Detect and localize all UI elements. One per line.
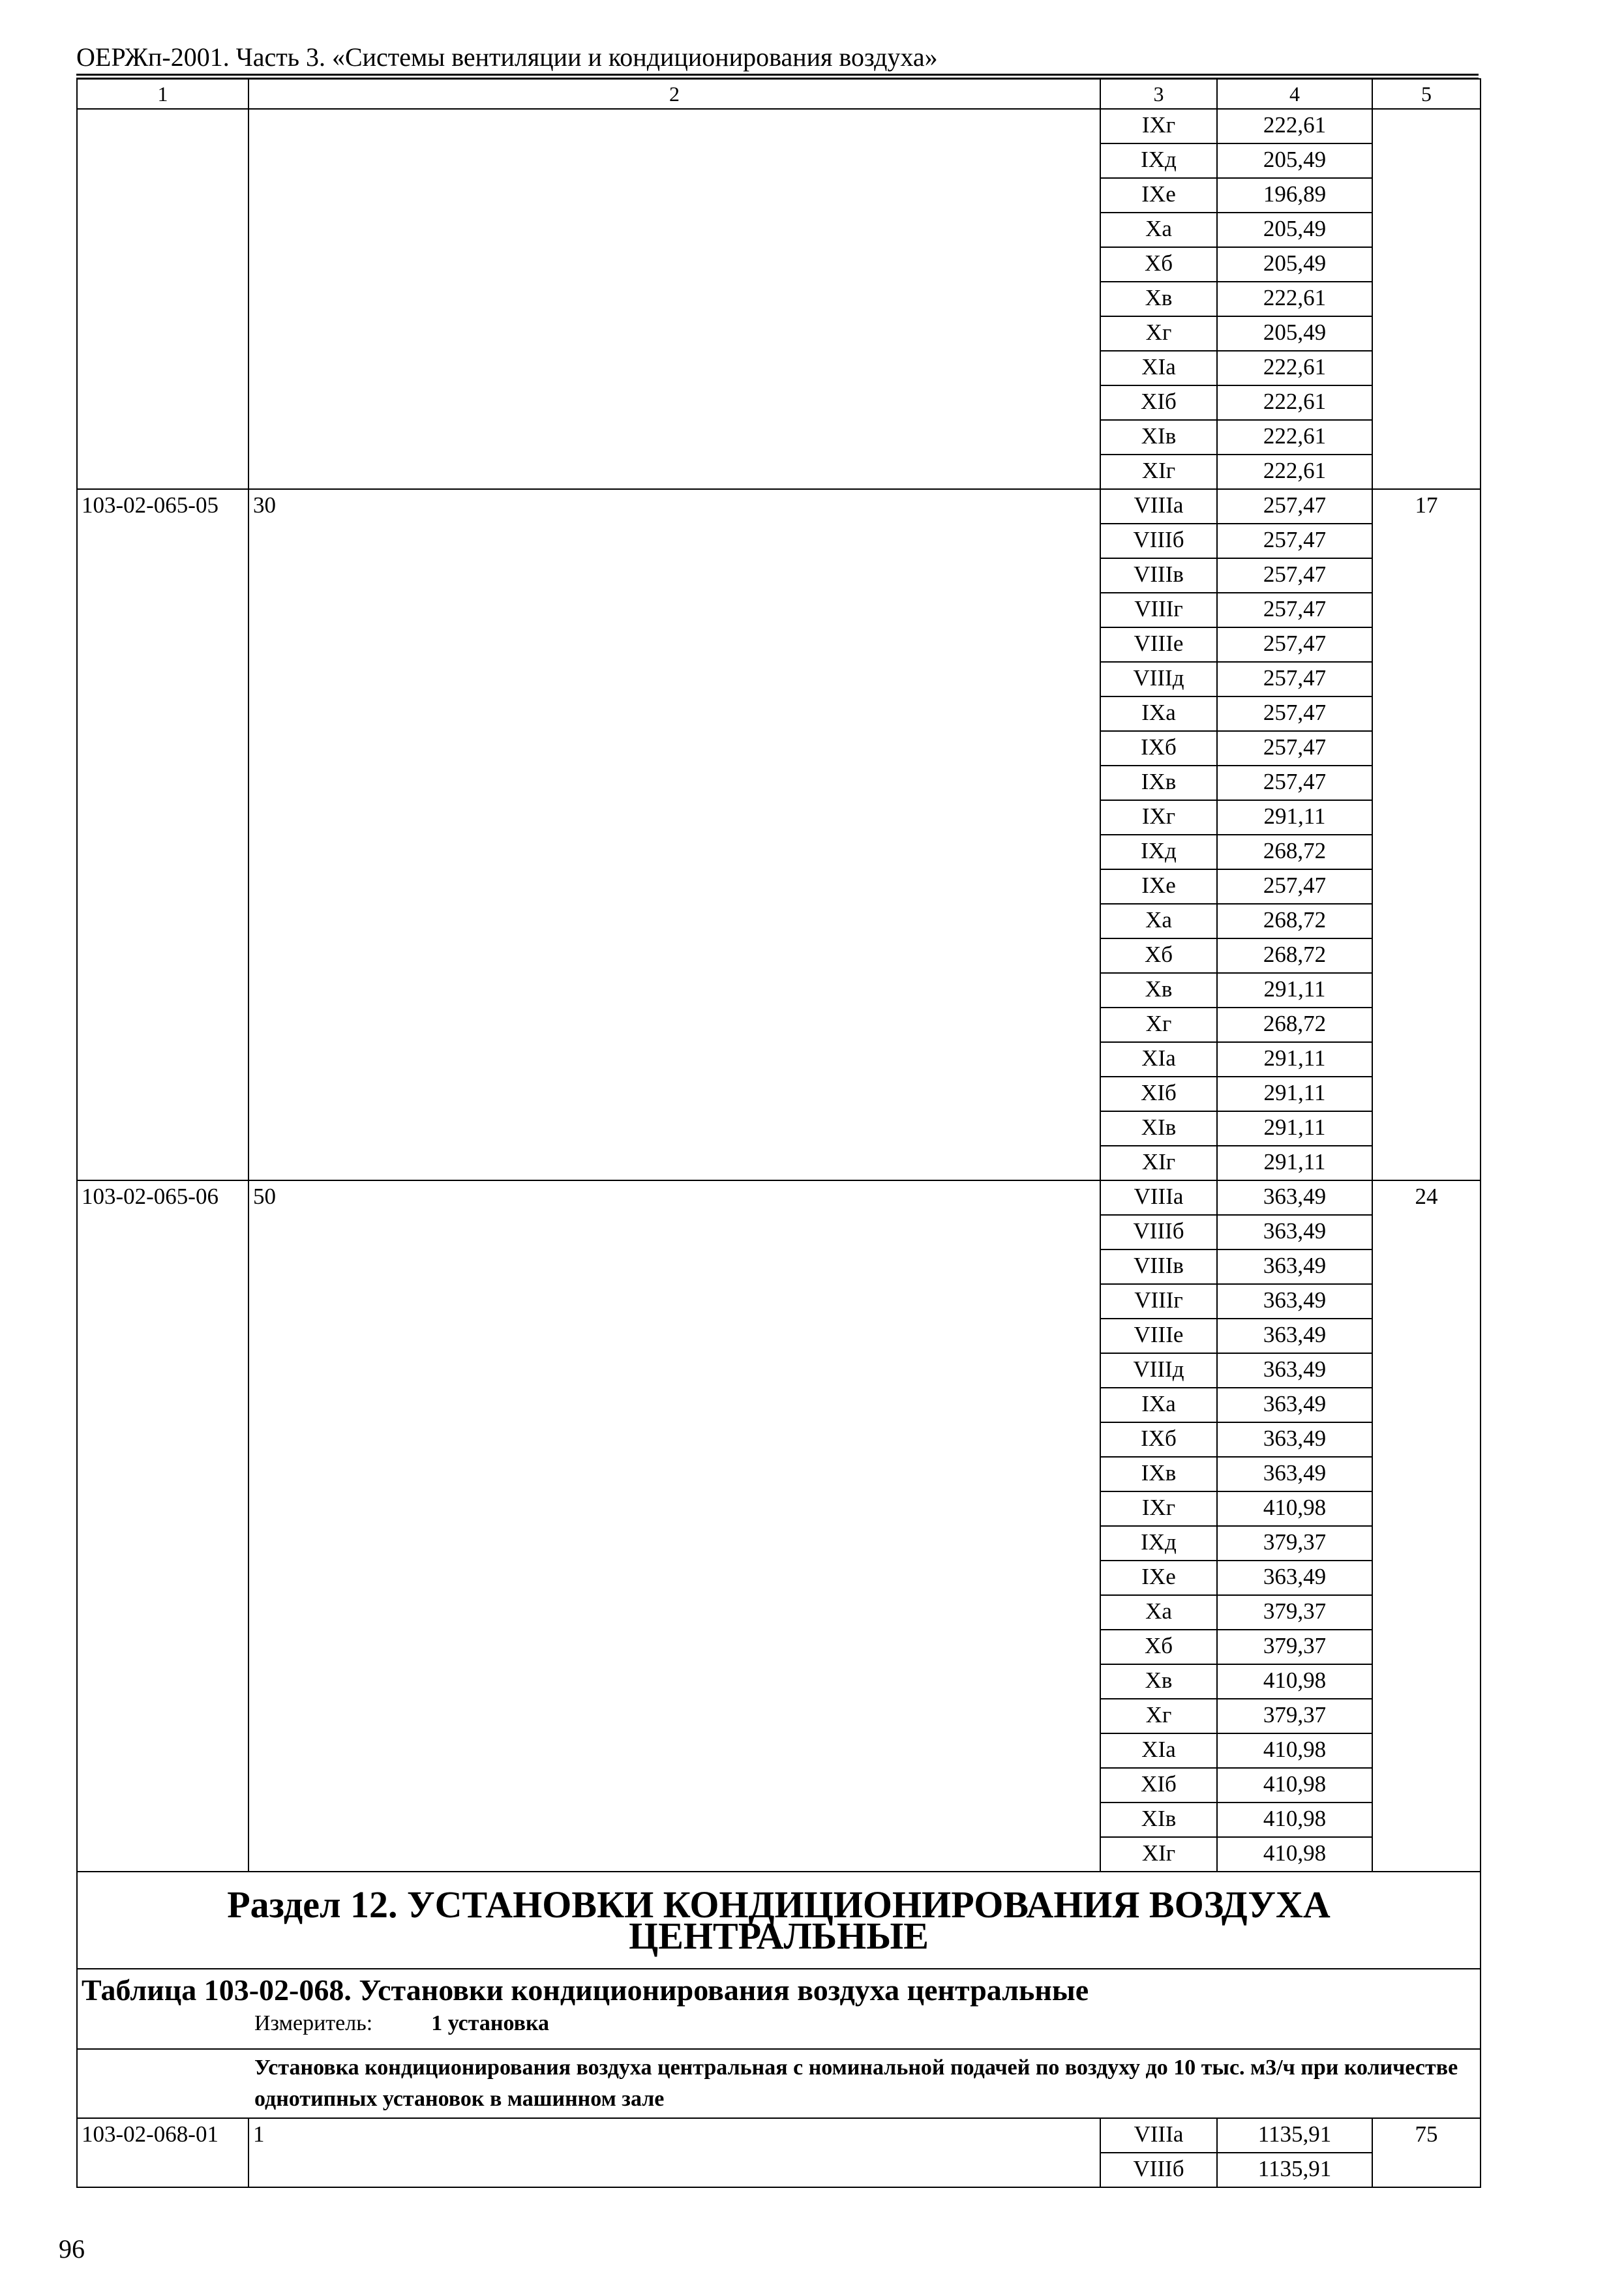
rate-value: 379,37 xyxy=(1217,1526,1372,1561)
rate-value: 222,61 xyxy=(1217,420,1372,455)
zone-code: VIIIг xyxy=(1100,593,1217,627)
zone-code: VIIIв xyxy=(1100,1249,1217,1284)
page-header: ОЕРЖп-2001. Часть 3. «Системы вентиляции и кондиционирования воздуха» xyxy=(76,42,938,72)
rate-value: 257,47 xyxy=(1217,696,1372,731)
zone-code: XIг xyxy=(1100,1146,1217,1180)
rate-value: 1135,91 xyxy=(1217,2153,1372,2187)
zone-code: XIа xyxy=(1100,1042,1217,1077)
rate-value: 291,11 xyxy=(1217,1042,1372,1077)
rate-value: 205,49 xyxy=(1217,213,1372,247)
zone-code: XIв xyxy=(1100,1111,1217,1146)
rate-value: 1135,91 xyxy=(1217,2118,1372,2153)
zone-code: Xв xyxy=(1100,973,1217,1008)
zone-code: XIг xyxy=(1100,1837,1217,1872)
measure-value: 1 установка xyxy=(431,2011,550,2035)
zone-code: Xб xyxy=(1100,1630,1217,1664)
column-5-value: 24 xyxy=(1372,1180,1481,1872)
table-description: Установка кондиционирования воздуха центральная с номинальной подачей по воздуху до 10 тыс. м3/ч при количестве однотипных установок в машинном зале xyxy=(254,2056,1458,2111)
zone-code: XIв xyxy=(1100,420,1217,455)
zone-code: IXг xyxy=(1100,1491,1217,1526)
zone-code: IXд xyxy=(1100,143,1217,178)
rate-parameter: 50 xyxy=(248,1180,1100,1872)
zone-code: XIб xyxy=(1100,1768,1217,1803)
rate-value: 291,11 xyxy=(1217,973,1372,1008)
column-5-value: 75 xyxy=(1372,2118,1481,2187)
zone-code: IXг xyxy=(1100,800,1217,835)
zone-code: IXв xyxy=(1100,1457,1217,1491)
zone-code: VIIIд xyxy=(1100,1353,1217,1388)
rate-value: 257,47 xyxy=(1217,558,1372,593)
zone-code: Xа xyxy=(1100,213,1217,247)
zone-code: Xв xyxy=(1100,1664,1217,1699)
zone-code: VIIIд xyxy=(1100,662,1217,696)
rate-value: 257,47 xyxy=(1217,489,1372,524)
zone-code: XIб xyxy=(1100,1077,1217,1111)
rate-value: 291,11 xyxy=(1217,1146,1372,1180)
rate-parameter: 1 xyxy=(248,2118,1100,2187)
zone-code: IXб xyxy=(1100,1422,1217,1457)
rate-code: 103-02-065-05 xyxy=(77,489,248,1180)
rate-value: 196,89 xyxy=(1217,178,1372,213)
rate-value: 222,61 xyxy=(1217,455,1372,489)
zone-code: XIг xyxy=(1100,455,1217,489)
rate-value: 257,47 xyxy=(1217,869,1372,904)
zone-code: Xб xyxy=(1100,938,1217,973)
rate-value: 257,47 xyxy=(1217,593,1372,627)
zone-code: IXе xyxy=(1100,869,1217,904)
zone-code: Xг xyxy=(1100,1008,1217,1042)
rate-value: 222,61 xyxy=(1217,351,1372,385)
table-row xyxy=(77,109,1481,143)
column-number: 3 xyxy=(1100,79,1217,109)
header-rule-top xyxy=(76,74,1479,76)
column-number-row xyxy=(77,79,1481,109)
rate-value: 363,49 xyxy=(1217,1561,1372,1595)
rate-value: 257,47 xyxy=(1217,766,1372,800)
rate-value: 222,61 xyxy=(1217,109,1372,143)
rate-value: 410,98 xyxy=(1217,1733,1372,1768)
zone-code: Xа xyxy=(1100,904,1217,938)
zone-code: Xг xyxy=(1100,316,1217,351)
rate-code: 103-02-068-01 xyxy=(77,2118,248,2187)
zone-code: IXб xyxy=(1100,731,1217,766)
rate-value: 291,11 xyxy=(1217,1077,1372,1111)
rate-value: 268,72 xyxy=(1217,1008,1372,1042)
rates-table xyxy=(76,78,1481,2188)
rate-code: 103-02-065-06 xyxy=(77,1180,248,1872)
zone-code: IXа xyxy=(1100,1388,1217,1422)
rate-value: 205,49 xyxy=(1217,247,1372,282)
rate-value: 410,98 xyxy=(1217,1803,1372,1837)
rate-value: 257,47 xyxy=(1217,627,1372,662)
table-row xyxy=(77,489,1481,524)
zone-code: VIIIг xyxy=(1100,1284,1217,1319)
rate-value: 222,61 xyxy=(1217,385,1372,420)
rate-value: 363,49 xyxy=(1217,1422,1372,1457)
column-5-value: 17 xyxy=(1372,489,1481,1180)
zone-code: IXе xyxy=(1100,1561,1217,1595)
rate-value: 257,47 xyxy=(1217,731,1372,766)
zone-code: VIIIб xyxy=(1100,524,1217,558)
rate-parameter xyxy=(248,109,1100,489)
rate-value: 268,72 xyxy=(1217,938,1372,973)
rate-value: 222,61 xyxy=(1217,282,1372,316)
rate-value: 291,11 xyxy=(1217,800,1372,835)
rate-value: 268,72 xyxy=(1217,835,1372,869)
zone-code: VIIIа xyxy=(1100,1180,1217,1215)
rate-value: 257,47 xyxy=(1217,662,1372,696)
rate-value: 379,37 xyxy=(1217,1699,1372,1733)
zone-code: XIа xyxy=(1100,1733,1217,1768)
zone-code: IXв xyxy=(1100,766,1217,800)
rate-value: 257,47 xyxy=(1217,524,1372,558)
rate-value: 379,37 xyxy=(1217,1630,1372,1664)
rate-value: 363,49 xyxy=(1217,1319,1372,1353)
column-number: 2 xyxy=(248,79,1100,109)
zone-code: IXг xyxy=(1100,109,1217,143)
rate-code xyxy=(77,109,248,489)
rate-value: 379,37 xyxy=(1217,1595,1372,1630)
zone-code: VIIIб xyxy=(1100,1215,1217,1249)
zone-code: IXа xyxy=(1100,696,1217,731)
zone-code: IXд xyxy=(1100,1526,1217,1561)
zone-code: Xг xyxy=(1100,1699,1217,1733)
rate-value: 363,49 xyxy=(1217,1388,1372,1422)
rate-value: 363,49 xyxy=(1217,1353,1372,1388)
zone-code: XIб xyxy=(1100,385,1217,420)
zone-code: VIIIе xyxy=(1100,627,1217,662)
zone-code: VIIIв xyxy=(1100,558,1217,593)
zone-code: XIа xyxy=(1100,351,1217,385)
measure-label: Измеритель: xyxy=(254,2011,373,2035)
rate-value: 268,72 xyxy=(1217,904,1372,938)
zone-code: XIв xyxy=(1100,1803,1217,1837)
table-title-cell xyxy=(77,1969,1481,2049)
zone-code: VIIIа xyxy=(1100,2118,1217,2153)
zone-code: Xа xyxy=(1100,1595,1217,1630)
table-title-row xyxy=(77,1969,1481,2049)
zone-code: Xб xyxy=(1100,247,1217,282)
column-number: 5 xyxy=(1372,79,1481,109)
page-number: 96 xyxy=(59,2234,85,2264)
zone-code: IXе xyxy=(1100,178,1217,213)
description-cell xyxy=(77,2049,1481,2118)
rate-value: 205,49 xyxy=(1217,143,1372,178)
description-row xyxy=(77,2049,1481,2118)
table-title: Таблица 103-02-068. Установки кондиционирования воздуха центральные xyxy=(82,1973,1089,2007)
rate-value: 205,49 xyxy=(1217,316,1372,351)
zone-code: VIIIе xyxy=(1100,1319,1217,1353)
rate-value: 410,98 xyxy=(1217,1664,1372,1699)
column-5-value xyxy=(1372,109,1481,489)
rate-value: 363,49 xyxy=(1217,1215,1372,1249)
section-title: Раздел 12. УСТАНОВКИ КОНДИЦИОНИРОВАНИЯ ВОЗДУХА ЦЕНТРАЛЬНЫЕ xyxy=(77,1872,1481,1969)
rate-value: 410,98 xyxy=(1217,1768,1372,1803)
measure-line xyxy=(82,2009,1476,2039)
rate-value: 410,98 xyxy=(1217,1491,1372,1526)
rate-parameter: 30 xyxy=(248,489,1100,1180)
table-row xyxy=(77,2118,1481,2153)
rate-value: 363,49 xyxy=(1217,1457,1372,1491)
column-number: 4 xyxy=(1217,79,1372,109)
table-row xyxy=(77,1180,1481,1215)
section-row xyxy=(77,1872,1481,1969)
rate-value: 291,11 xyxy=(1217,1111,1372,1146)
zone-code: Xв xyxy=(1100,282,1217,316)
rate-value: 363,49 xyxy=(1217,1180,1372,1215)
zone-code: VIIIа xyxy=(1100,489,1217,524)
rate-value: 363,49 xyxy=(1217,1284,1372,1319)
rate-value: 410,98 xyxy=(1217,1837,1372,1872)
column-number: 1 xyxy=(77,79,248,109)
rate-value: 363,49 xyxy=(1217,1249,1372,1284)
zone-code: IXд xyxy=(1100,835,1217,869)
zone-code: VIIIб xyxy=(1100,2153,1217,2187)
